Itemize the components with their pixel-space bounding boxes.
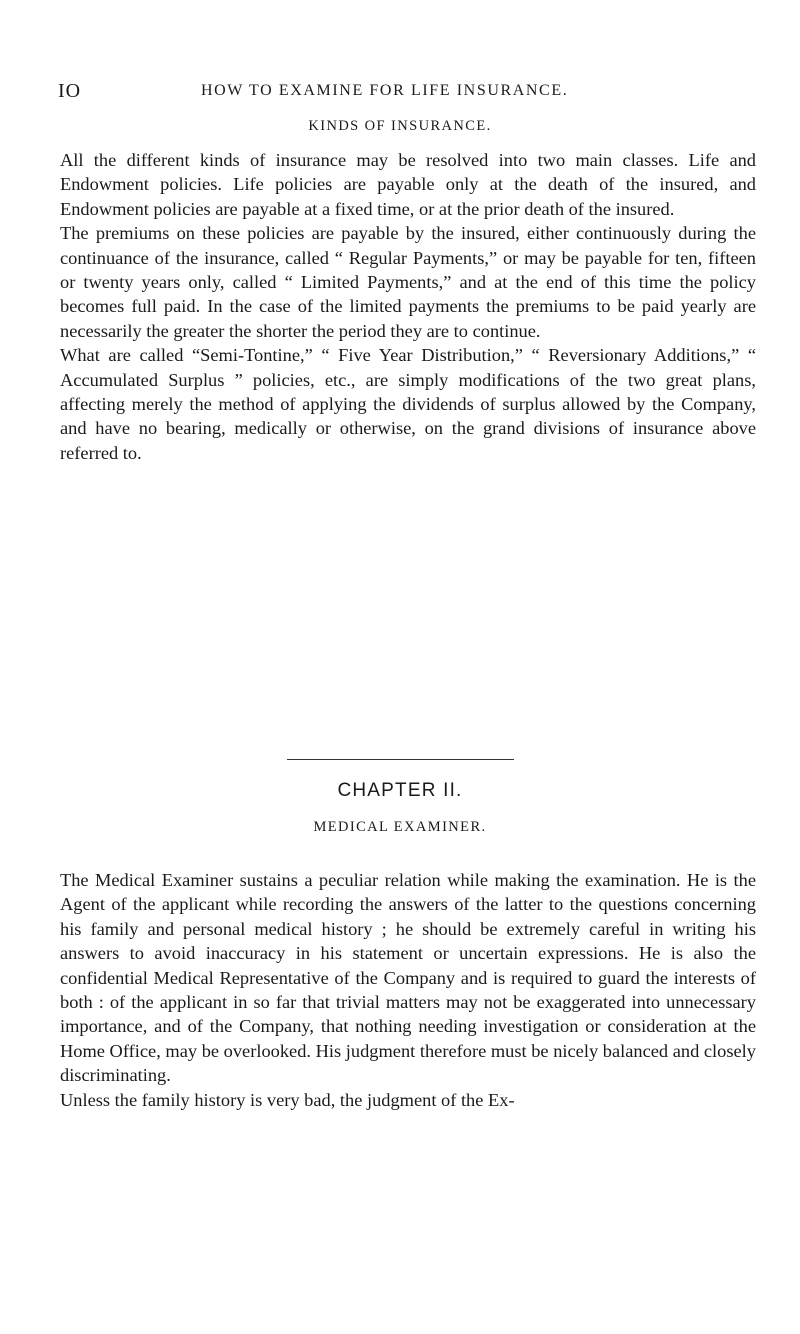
section-heading: KINDS OF INSURANCE. — [308, 118, 492, 134]
chapter-subtitle: MEDICAL EXAMINER. — [313, 819, 487, 835]
running-head — [46, 80, 756, 110]
chapter-body — [60, 868, 756, 1112]
page-number: IO — [58, 80, 82, 102]
paragraph: What are called “Semi-Tontine,” “ Five Year Distribution,” “ Reversionary Additions,” “ Accumulated Surplus ” policies, etc., are simply modifications of the two great plans, affecting merely the method of applying the dividends of surplus allowed by the Company, and have no bearing, medically or otherwise, on the grand divisions of insurance above referred to. — [60, 345, 756, 463]
paragraph: The premiums on these policies are payable by the insured, either continuously during the continuance of the insurance, called “ Regular Payments,” or may be payable for ten, fifteen or twenty years only, called “ Limited Payments,” and at the end of this time the policy becomes full paid. In the case of the limited payments the premiums to be paid yearly are necessarily the greater the shorter the period they are to continue. — [60, 223, 756, 341]
paragraph: All the different kinds of insurance may be resolved into two main classes. Life and Endowment policies. Life policies are payable only at the death of the insured, and Endowment policies are payable at a fixed time, or at the prior death of the insured. — [60, 150, 756, 219]
section-body — [60, 148, 756, 465]
paragraph: The Medical Examiner sustains a peculiar relation while making the examination. He is the Agent of the applicant while recording the answers of the latter to the questions concerning his family and personal medical history ; he should be extremely careful in writing his answers to avoid inaccuracy in his statement or uncertain expressions. He is also the confidential Medical Representative of the Company and is required to guard the interests of both : of the applicant in so far that trivial matters may not be exaggerated into unnecessary importance, and of the Company, that nothing needing investigation or consideration at the Home Office, may be overlooked. His judgment therefore must be nicely balanced and closely discriminating. — [60, 870, 756, 1086]
paragraph: Unless the family history is very bad, the judgment of the Ex- — [60, 1089, 515, 1110]
chapter-title: CHAPTER II. — [337, 780, 463, 801]
section-divider — [287, 759, 514, 760]
running-title: HOW TO EXAMINE FOR LIFE INSURANCE. — [201, 82, 569, 99]
